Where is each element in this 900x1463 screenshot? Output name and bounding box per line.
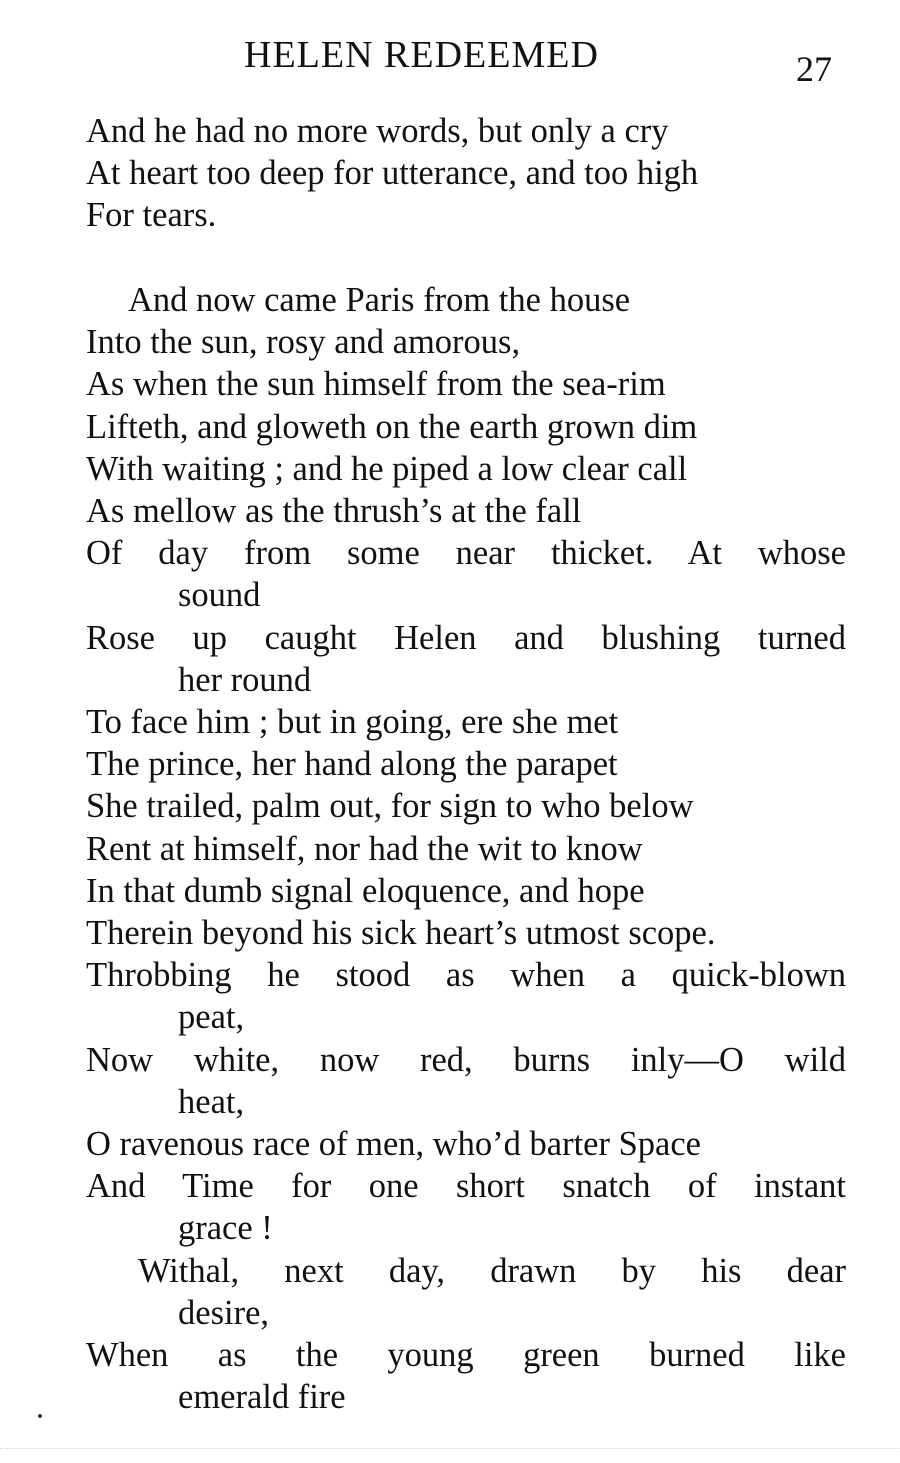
verse-line: Rent at himself, nor had the wit to know: [86, 829, 643, 868]
verse-line: For tears.: [86, 196, 217, 235]
verse-line: At heart too deep for utterance, and too high: [86, 154, 699, 193]
page-number: 27: [796, 49, 832, 89]
verse-line: In that dumb signal eloquence, and hope: [86, 871, 645, 910]
verse-line-turnover: peat,: [178, 998, 245, 1037]
running-head: [0, 30, 900, 89]
running-title: HELEN REDEEMED: [244, 34, 599, 76]
verse-line-turnover: desire,: [178, 1293, 270, 1332]
verse-line: Withal, next day, drawn by his dear: [138, 1251, 846, 1290]
verse-line: With waiting ; and he piped a low clear call: [86, 449, 688, 488]
verse-line: As mellow as the thrush’s at the fall: [86, 492, 582, 531]
verse-line: Throbbing he stood as when a quick-blown: [86, 956, 846, 995]
verse-line: And now came Paris from the house: [128, 281, 631, 319]
scan-edge-noise: [0, 1448, 900, 1451]
verse-line: Therein beyond his sick heart’s utmost scope.: [86, 914, 716, 953]
verse-line: And Time for one short snatch of instant: [86, 1167, 846, 1206]
verse-line: Rose up caught Helen and blushing turned: [86, 618, 846, 657]
stanza-two: [86, 279, 846, 1418]
verse-line: The prince, her hand along the parapet: [86, 745, 618, 784]
verse-line: O ravenous race of men, who’d barter Space: [86, 1125, 701, 1164]
verse-line: Now white, now red, burns inly—O wild: [86, 1040, 846, 1079]
verse-line-turnover: her round: [178, 660, 312, 699]
verse-line: Of day from some near thicket. At whose: [86, 534, 846, 573]
verse-line: To face him ; but in going, ere she met: [86, 703, 619, 742]
verse-line-turnover: emerald fire: [178, 1378, 346, 1417]
stanza-one: [86, 110, 846, 237]
verse-line: Lifteth, and gloweth on the earth grown dim: [86, 407, 698, 446]
verse-line: And he had no more words, but only a cry: [86, 112, 669, 150]
verse-line-turnover: sound: [178, 576, 261, 615]
verse-line: Into the sun, rosy and amorous,: [86, 323, 521, 362]
verse-line-turnover: grace !: [178, 1209, 273, 1248]
verse-line: She trailed, palm out, for sign to who below: [86, 787, 694, 826]
verse-line-turnover: heat,: [178, 1082, 245, 1121]
ink-speck: [38, 1414, 42, 1418]
verse-line: As when the sun himself from the sea-rim: [86, 365, 666, 404]
verse-line: When as the young green burned like: [86, 1336, 846, 1375]
